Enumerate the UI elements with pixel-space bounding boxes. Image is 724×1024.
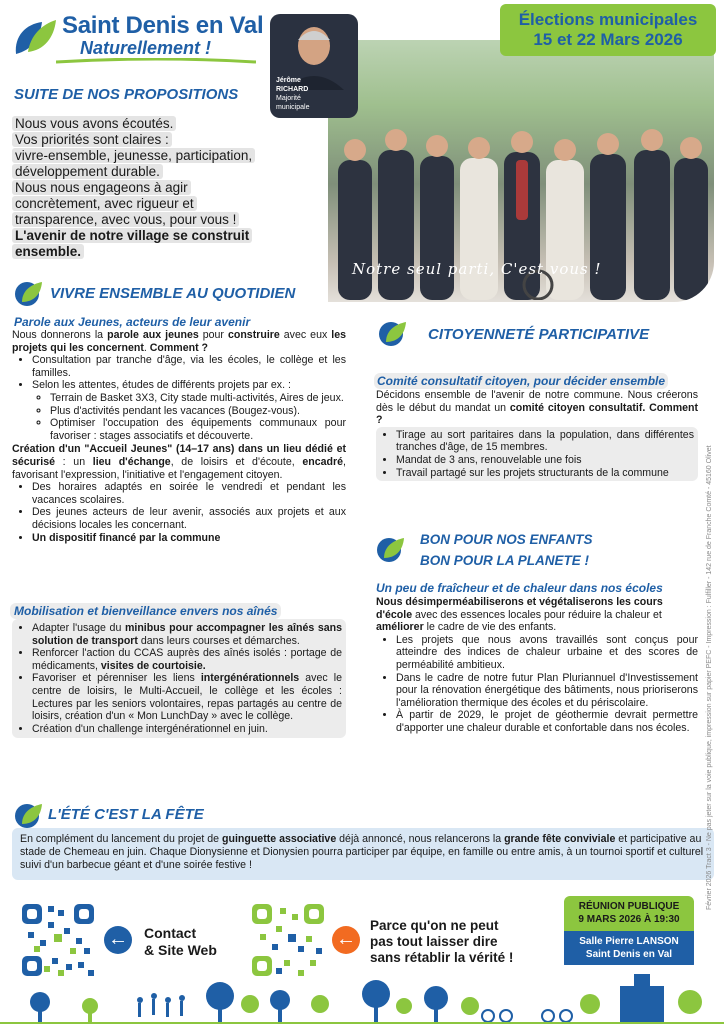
election-title: Élections municipales <box>518 10 698 29</box>
site-subtitle: Naturellement ! <box>80 38 212 58</box>
citoyen-title: CITOYENNETÉ PARTICIPATIVE <box>428 326 650 343</box>
meeting-date: 9 MARS 2026 À 19:30 <box>578 914 680 925</box>
jeunes-text: Nous donnerons la parole aux jeunes pour construire avec eux les projets qui les concernent. Comment ? • Consultation par tranche d'âge, via les écoles, le collège et les familles. • Selon les attentes, études de différents projets par ex. : ◦ Terrain de Basket 3X3, City stade multi-activités, Aires de jeux. ◦ Plus d'activités pendant les vacances (Bougez-vous). ◦ Optimiser l'occupation des équipements communaux pour favoriser : stages associatifs et découverte. Création d'un "Accueil Jeunes" (14–17 ans) dans un lieu dédié et sécurisé : un lieu d'échange, de loisirs et d'écoute, encadré, favorisant l'expression, l'initiative et l'engagement citoyen. • Des horaires adaptés en soirée le vendredi et pendant les vacances scolaires. • Des jeunes acteurs de leur avenir, associés aux projets et aux décisions locales les concernant. • Un dispositif financé par la commune <box>12 329 346 544</box>
citoyen-subtitle: Comité consultatif citoyen, pour décider ensemble <box>374 373 668 389</box>
enfants-title-1: BON POUR NOS ENFANTS <box>420 532 593 547</box>
enfants-text: Nous désimperméabiliserons et végétaliserons les cours d'école avec des essences locales pour réduire la chaleur et améliorer le cadre de vie des enfants. • Les projets que nous avons travaillés sont conçus pour atteindre des indices de chaleur urbaine et des scores de perméabilité ambitieux. • Dans le cadre de notre futur Plan Pluriannuel d'Investissement pour la rénovation énergétique des bâtiments, nous prioriserons l'amélioration thermique des écoles et du périscolaire. • À partir de 2029, le projet de géothermie devrait permettre d'apporter une chaleur durable et confortable dans nos écoles. <box>376 596 698 735</box>
arrow-left-icon: ← <box>332 926 360 954</box>
meeting-title: RÉUNION PUBLIQUE <box>578 901 680 912</box>
propositions-title: SUITE DE NOS PROPOSITIONS <box>14 86 239 103</box>
fete-title: L'ÉTÉ C'EST LA FÊTE <box>48 806 204 823</box>
jeunes-title: Parole aux Jeunes, acteurs de leur avenir <box>14 315 251 329</box>
enfants-title-2: BON POUR LA PLANETE ! <box>420 553 590 568</box>
portrait-caption: Jérôme RICHARD Majorité municipale <box>276 77 310 111</box>
aines-text: • Adapter l'usage du minibus pour accompagner les aînés sans solution de transport dans leurs courses et démarches. • Renforcer l'action du CCAS auprès des aînés isolés : portage de médicaments, visites de courtoisie. • Favoriser et pérenniser les liens intergénérationnels avec le centre de loisirs, le Multi-Accueil, le collège et les écoles : Lectures par les seniors volontaires, repas partagés au centre de loisirs, création d'un « Mon LunchDay » avec le collège. • Création d'un challenge intergénérationnel en juin. <box>12 619 346 738</box>
logo-swoosh <box>56 58 256 66</box>
meeting-venue: Salle Pierre LANSON <box>579 936 679 947</box>
team-photo <box>328 40 714 302</box>
leaf-icon <box>376 536 406 562</box>
enfants-subtitle: Un peu de fraîcheur et de chaleur dans nos écoles <box>376 581 663 595</box>
public-meeting-badge <box>564 896 694 970</box>
propositions-intro: Nous vous avons écoutés. Vos priorités sont claires : vivre-ensemble, jeunesse, participation, développement durable. Nous nous engageons à agir concrètement, avec rigueur et transparence, avec vous, pour vous ! L'avenir de notre village se construit ensemble. <box>12 116 292 260</box>
site-title: Saint Denis en Val <box>62 12 264 39</box>
election-badge <box>500 4 716 56</box>
aines-title: Mobilisation et bienveillance envers nos aînés <box>10 603 281 619</box>
candidate-portrait <box>270 14 358 118</box>
verite-label[interactable]: Parce qu'on ne peut pas tout laisser dire sans rétablir la vérité ! <box>370 918 514 965</box>
photo-slogan: Notre seul parti, C'est vous ! <box>352 260 602 278</box>
fete-text: En complément du lancement du projet de guinguette associative déjà annoncé, nous relancerons la grande fête conviviale et participative au stade de Chemeau en juin. Chaque Dionysienne et Dionysien pourra participer par équipe, en famille ou entre amis, à un tournoi sportif et culturel suivi d'un barbecue géant et d'une soirée festive ! <box>12 828 714 880</box>
town-skyline-illustration <box>0 966 724 1024</box>
meeting-town: Saint Denis en Val <box>585 949 673 960</box>
election-dates: 15 et 22 Mars 2026 <box>533 30 683 49</box>
leaf-icon <box>14 280 44 306</box>
vivre-title: VIVRE ENSEMBLE AU QUOTIDIEN <box>50 285 296 302</box>
citoyen-text: Décidons ensemble de l'avenir de notre commune. Nous créerons dès le début du mandat un comité citoyen consultatif. Comment ? • Tirage au sort paritaires dans la population, dans différentes tranches d'âge, de 15 membres. • Mandat de 3 ans, renouvelable une fois • Travail partagé sur les projets structurants de la commune <box>376 389 698 481</box>
leaf-logo-icon <box>12 14 58 58</box>
leaf-icon <box>14 802 44 828</box>
legal-mention: Février 2026 Tract 3 - Ne pas jeter sur la voie publique, impression sur papier PEFC - Impression : Fulfiller - 142 rue de Franche Comté - 45160 Olivet <box>706 445 713 910</box>
contact-label[interactable]: Contact & Site Web <box>144 925 217 958</box>
leaf-icon <box>378 320 408 346</box>
arrow-left-icon: ← <box>104 926 132 954</box>
